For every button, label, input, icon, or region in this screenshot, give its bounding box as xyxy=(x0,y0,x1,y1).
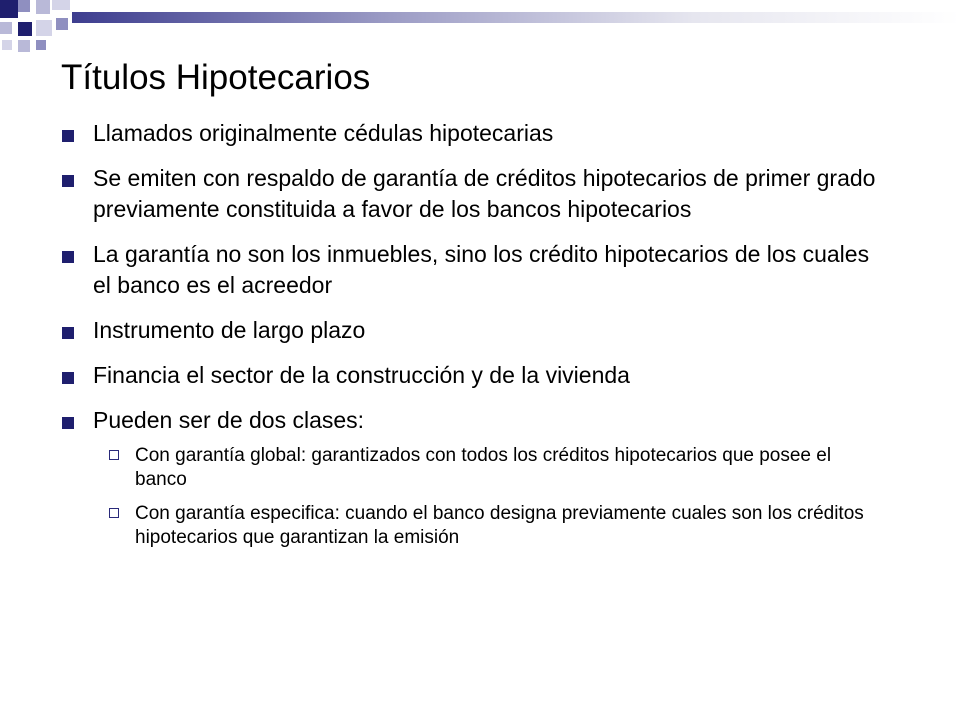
decor-square xyxy=(36,40,46,50)
bullet-item xyxy=(60,405,880,550)
hollow-square-bullet-icon xyxy=(109,450,119,460)
slide-title: Títulos Hipotecarios xyxy=(61,58,371,97)
decor-square xyxy=(36,20,52,36)
sub-bullet-item xyxy=(105,502,880,550)
sub-bullet-text: Con garantía especifica: cuando el banco designa previamente cuales son los créditos hipotecarios que garantizan la emisión xyxy=(135,503,864,548)
sub-bullet-item xyxy=(105,444,880,492)
bullet-text: La garantía no son los inmuebles, sino los crédito hipotecarios de los cuales el banco es el acreedor xyxy=(93,241,870,298)
decor-square xyxy=(56,18,68,30)
decor-square xyxy=(18,0,30,12)
bullet-item xyxy=(60,118,880,149)
bullet-text: Se emiten con respaldo de garantía de créditos hipotecarios de primer grado previamente constituida a favor de los bancos hipotecarios xyxy=(93,165,876,222)
decor-square xyxy=(36,0,50,14)
decor-square xyxy=(18,22,32,36)
decor-square xyxy=(2,40,12,50)
square-bullet-icon xyxy=(62,372,74,384)
bullet-item xyxy=(60,315,880,346)
header-decoration xyxy=(0,0,960,60)
square-bullet-icon xyxy=(62,130,74,142)
header-gradient-bar xyxy=(72,12,960,23)
bullet-text: Instrumento de largo plazo xyxy=(93,317,366,343)
hollow-square-bullet-icon xyxy=(109,508,119,518)
sub-bullet-list xyxy=(105,444,880,550)
square-bullet-icon xyxy=(62,251,74,263)
decor-square xyxy=(0,22,12,34)
bullet-item xyxy=(60,163,880,225)
bullet-list xyxy=(60,118,880,564)
square-bullet-icon xyxy=(62,175,74,187)
decor-square xyxy=(52,0,70,10)
bullet-text: Financia el sector de la construcción y de la vivienda xyxy=(93,362,630,388)
bullet-text: Pueden ser de dos clases: xyxy=(93,407,365,433)
decor-square xyxy=(0,0,18,18)
sub-bullet-text: Con garantía global: garantizados con todos los créditos hipotecarios que posee el banco xyxy=(135,445,832,490)
bullet-item xyxy=(60,360,880,391)
square-bullet-icon xyxy=(62,327,74,339)
bullet-text: Llamados originalmente cédulas hipotecarias xyxy=(93,120,554,146)
square-bullet-icon xyxy=(62,417,74,429)
decor-square xyxy=(18,40,30,52)
bullet-item xyxy=(60,239,880,301)
